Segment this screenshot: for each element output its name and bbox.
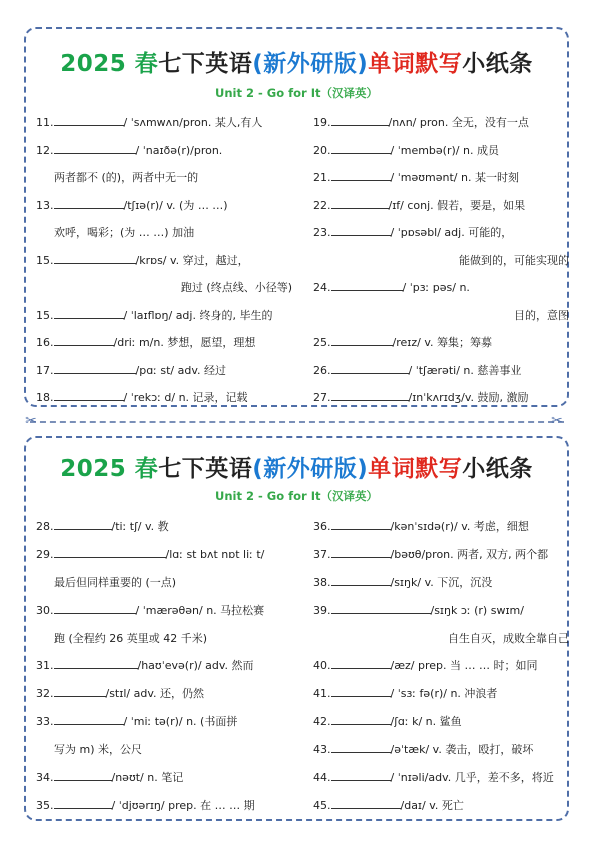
vocab-definition-continued: 欢呼，喝彩；(为 … …) 加油 <box>54 226 195 239</box>
answer-blank[interactable] <box>331 115 389 126</box>
item-number: 20. <box>313 143 331 157</box>
phonetic-definition: / ˈsʌmwʌn/pron. 某人,有人 <box>123 116 263 129</box>
phonetic-definition: / ˈmembə(r)/ n. 成员 <box>390 143 499 157</box>
phonetic-definition: /ɪf/ conj. 假若，要是，如果 <box>388 198 526 212</box>
item-number: 15. <box>36 253 54 267</box>
answer-blank[interactable] <box>331 658 391 669</box>
vocab-item <box>313 792 575 820</box>
answer-blank[interactable] <box>331 170 391 181</box>
answer-blank[interactable] <box>331 390 409 401</box>
vocab-definition-continued: 自生自灭，成败全靠自己 <box>448 631 569 645</box>
vocab-item <box>313 109 575 137</box>
answer-blank[interactable] <box>331 363 409 374</box>
phonetic-definition: /nʌn/ pron. 全无，没有一点 <box>388 116 529 129</box>
vocab-item <box>313 192 575 220</box>
vocab-item <box>313 764 575 792</box>
phonetic-definition: /sɪŋk/ v. 下沉，沉没 <box>390 575 493 589</box>
item-number: 27. <box>313 391 331 404</box>
item-number: 23. <box>313 226 331 239</box>
phonetic-definition: /bəʊθ/pron. 两者, 双方, 两个都 <box>390 547 549 561</box>
phonetic-definition: / ˈpɒsəbl/ adj. 可能的， <box>390 226 513 239</box>
vocab-definition-continued: 目的，意图 <box>514 308 569 322</box>
answer-blank[interactable] <box>54 658 138 669</box>
card-title: 2025 春七下英语(新外研版)单词默写小纸条 <box>60 456 533 482</box>
vocab-column-right <box>313 513 575 820</box>
phonetic-definition: / ˈtʃærəti/ n. 慈善事业 <box>408 363 522 377</box>
item-number: 16. <box>36 336 54 349</box>
phonetic-definition: /lɑː st bʌt nɒt liː t/ <box>165 547 265 561</box>
vocab-item <box>36 109 298 137</box>
vocab-item <box>313 569 575 597</box>
vocab-item <box>36 302 298 330</box>
answer-blank[interactable] <box>331 742 391 753</box>
phonetic-definition: / ˈnaɪðə(r)/pron. <box>135 143 223 157</box>
vocab-item <box>36 652 298 680</box>
item-number: 28. <box>36 520 54 533</box>
answer-blank[interactable] <box>54 770 112 781</box>
item-number: 45. <box>313 798 331 812</box>
item-number: 19. <box>313 116 331 129</box>
phonetic-definition: /ɪnˈkʌrɪdʒ/v. 鼓励, 激励 <box>408 391 529 404</box>
phonetic-definition: / ˈsɜː fə(r)/ n. 冲浪者 <box>390 687 498 701</box>
answer-blank[interactable] <box>331 280 403 291</box>
item-number: 13. <box>36 198 54 212</box>
answer-blank[interactable] <box>54 198 124 209</box>
vocab-item <box>36 384 298 412</box>
item-number: 17. <box>36 363 54 377</box>
answer-blank[interactable] <box>331 798 401 809</box>
vocab-item <box>313 541 575 569</box>
vocab-item <box>36 137 298 165</box>
item-number: 21. <box>313 171 331 184</box>
phonetic-definition: /daɪ/ v. 死亡 <box>400 798 464 812</box>
phonetic-definition: /tiː tʃ/ v. 教 <box>111 520 169 533</box>
vocab-item <box>313 164 575 192</box>
item-number: 22. <box>313 198 331 212</box>
item-number: 43. <box>313 743 331 757</box>
answer-blank[interactable] <box>54 308 124 319</box>
vocab-definition-continued: 跑过 (终点线、小径等) <box>180 281 292 294</box>
vocab-item <box>36 597 298 625</box>
vocab-item <box>36 329 298 357</box>
item-number: 26. <box>313 363 331 377</box>
answer-blank[interactable] <box>331 335 393 346</box>
phonetic-definition: /haʊˈevə(r)/ adv. 然而 <box>137 659 254 673</box>
vocab-definition-continued: 能做到的，可能实现的 <box>459 253 569 267</box>
vocab-item <box>313 357 575 385</box>
item-number: 24. <box>313 281 331 294</box>
vocab-item <box>36 708 298 736</box>
phonetic-definition: /reɪz/ v. 筹集；筹募 <box>392 336 492 349</box>
phonetic-definition: /krɒs/ v. 穿过，越过， <box>135 253 249 267</box>
answer-blank[interactable] <box>331 225 391 236</box>
phonetic-definition: / ˈdjʊərɪŋ/ prep. 在 … … 期 <box>111 798 255 812</box>
vocab-item <box>313 652 575 680</box>
answer-blank[interactable] <box>54 335 114 346</box>
vocab-item <box>36 680 298 708</box>
item-number: 36. <box>313 520 331 533</box>
item-number: 35. <box>36 798 54 812</box>
answer-blank[interactable] <box>54 363 136 374</box>
phonetic-definition: / ˈlaɪflɒŋ/ adj. 终身的, 毕生的 <box>123 308 273 322</box>
item-number: 18. <box>36 391 54 404</box>
answer-blank[interactable] <box>54 603 136 614</box>
answer-blank[interactable] <box>331 519 391 530</box>
vocab-item <box>36 541 298 569</box>
phonetic-definition: / ˈmærəθən/ n. 马拉松赛 <box>135 603 265 617</box>
item-number: 42. <box>313 715 331 729</box>
vocab-item <box>313 329 575 357</box>
vocab-column-left <box>36 109 298 412</box>
item-number: 25. <box>313 336 331 349</box>
answer-blank[interactable] <box>54 798 112 809</box>
phonetic-definition: /əˈtæk/ v. 袭击，殴打，破坏 <box>390 743 534 757</box>
answer-blank[interactable] <box>54 686 106 697</box>
item-number: 33. <box>36 715 54 729</box>
vocab-item <box>313 708 575 736</box>
item-number: 29. <box>36 547 54 561</box>
vocab-item <box>313 597 575 625</box>
cut-line <box>30 421 564 423</box>
vocab-item <box>313 384 575 412</box>
vocab-item <box>36 357 298 385</box>
card-title: 2025 春七下英语(新外研版)单词默写小纸条 <box>60 51 533 77</box>
answer-blank[interactable] <box>54 547 166 558</box>
item-number: 31. <box>36 659 54 673</box>
answer-blank[interactable] <box>331 143 391 154</box>
phonetic-definition: /pɑː st/ adv. 经过 <box>135 363 226 377</box>
vocab-item <box>313 137 575 165</box>
phonetic-definition: /tʃɪə(r)/ v. (为 … …) <box>123 198 228 212</box>
card-subtitle: Unit 2 - Go for It（汉译英） <box>215 489 378 503</box>
vocab-item <box>36 513 298 541</box>
phonetic-definition: / ˈpɜː pəs/ n. <box>402 281 470 294</box>
vocab-item <box>313 274 575 302</box>
phonetic-definition: /ʃɑː k/ n. 鲨鱼 <box>390 715 462 729</box>
item-number: 38. <box>313 575 331 589</box>
phonetic-definition: / ˈmiː tə(r)/ n. (书面拼 <box>123 715 238 729</box>
vocab-definition-continued: 两者都不 (的)，两者中无一的 <box>54 171 199 184</box>
scissors-icon: ✂ <box>551 413 563 429</box>
phonetic-definition: /nəʊt/ n. 笔记 <box>111 771 184 785</box>
item-number: 32. <box>36 687 54 701</box>
vocab-item <box>36 792 298 820</box>
card-subtitle: Unit 2 - Go for It（汉译英） <box>215 86 378 100</box>
answer-blank[interactable] <box>54 714 124 725</box>
item-number: 41. <box>313 687 331 701</box>
vocab-definition-continued: 最后但同样重要的 (一点) <box>54 575 177 589</box>
answer-blank[interactable] <box>54 390 124 401</box>
item-number: 12. <box>36 143 54 157</box>
phonetic-definition: /driː m/n. 梦想，愿望，理想 <box>113 336 256 349</box>
phonetic-definition: /stɪl/ adv. 还，仍然 <box>105 687 204 701</box>
phonetic-definition: /æz/ prep. 当 … … 时；如同 <box>390 659 538 673</box>
worksheet-card-1 <box>24 27 569 407</box>
vocab-item <box>313 513 575 541</box>
item-number: 11. <box>36 116 54 129</box>
phonetic-definition: / ˈnɪəli/adv. 几乎，差不多，将近 <box>390 771 554 785</box>
item-number: 15. <box>36 308 54 322</box>
vocab-definition-continued: 跑 (全程约 26 英里或 42 千米) <box>54 631 208 645</box>
item-number: 37. <box>313 547 331 561</box>
answer-blank[interactable] <box>331 547 391 558</box>
item-number: 39. <box>313 603 331 617</box>
item-number: 44. <box>313 771 331 785</box>
scissors-icon: ✂ <box>25 413 37 429</box>
vocab-item <box>36 247 298 275</box>
answer-blank[interactable] <box>331 198 389 209</box>
answer-blank[interactable] <box>331 714 391 725</box>
phonetic-definition: /sɪŋk ɔː (r) swɪm/ <box>430 603 524 617</box>
answer-blank[interactable] <box>54 519 112 530</box>
worksheet-card-2 <box>24 436 569 821</box>
answer-blank[interactable] <box>54 115 124 126</box>
answer-blank[interactable] <box>54 143 136 154</box>
item-number: 34. <box>36 771 54 785</box>
vocab-column-left <box>36 513 298 820</box>
vocab-item <box>36 764 298 792</box>
vocab-item <box>313 736 575 764</box>
vocab-definition-continued: 写为 m) 米，公尺 <box>54 743 142 757</box>
phonetic-definition: / ˈrekɔː d/ n. 记录，记载 <box>123 391 248 404</box>
vocab-item <box>313 680 575 708</box>
answer-blank[interactable] <box>331 575 391 586</box>
answer-blank[interactable] <box>54 253 136 264</box>
phonetic-definition: / ˈməʊmənt/ n. 某一时刻 <box>390 171 519 184</box>
item-number: 30. <box>36 603 54 617</box>
vocab-item <box>313 219 575 247</box>
answer-blank[interactable] <box>331 686 391 697</box>
item-number: 40. <box>313 659 331 673</box>
phonetic-definition: /kənˈsɪdə(r)/ v. 考虑，细想 <box>390 520 529 533</box>
vocab-column-right <box>313 109 575 412</box>
answer-blank[interactable] <box>331 770 391 781</box>
vocab-item <box>36 192 298 220</box>
answer-blank[interactable] <box>331 603 431 614</box>
